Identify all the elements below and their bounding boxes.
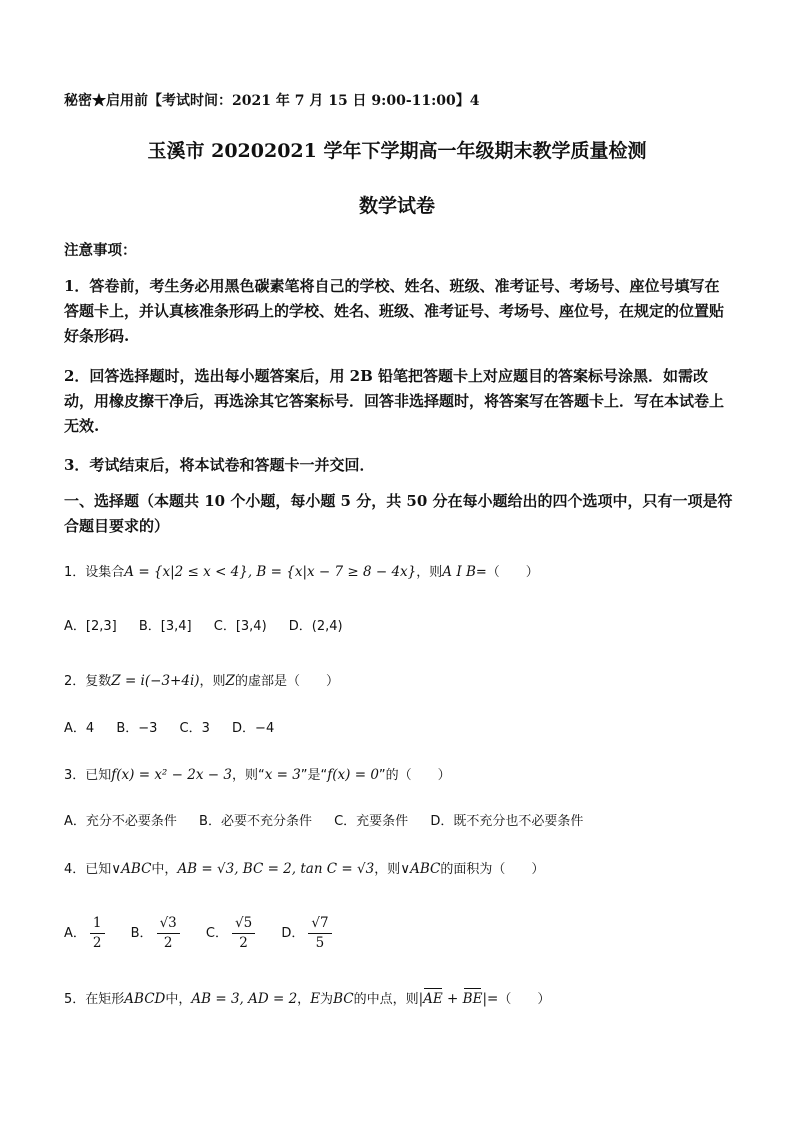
q4-mid2: ，则 bbox=[374, 862, 401, 877]
question-1 bbox=[64, 562, 744, 583]
question-4-options bbox=[64, 912, 744, 956]
q3-option-a: A．充分不必要条件 bbox=[64, 814, 177, 829]
q2-option-b: B．−3 bbox=[116, 721, 158, 736]
q3-math: f(x) = x² − 2x − 3 bbox=[111, 767, 232, 783]
q2-math2: Z bbox=[225, 673, 235, 689]
q4-option-a-label: A． bbox=[64, 926, 86, 941]
q1-option-d: D．(2,4) bbox=[288, 619, 343, 634]
q5-mid2: ， bbox=[297, 992, 311, 1007]
q5-vector-be: BE bbox=[462, 991, 483, 1007]
q5-math: ABCD bbox=[124, 991, 166, 1007]
q1-prefix: 1．设集合 bbox=[64, 565, 125, 580]
section-heading: 一、选择题（本题共 10 个小题，每小题 5 分，共 50 分在每小题给出的四个选项中，只有一项是符合题目要求的） bbox=[64, 492, 733, 535]
q4-mid: 中， bbox=[151, 862, 178, 877]
q4-math2: AB = √3, BC = 2, tan C = √3 bbox=[177, 861, 375, 877]
q2-prefix: 2．复数 bbox=[64, 674, 112, 689]
question-3 bbox=[64, 765, 744, 786]
q5-vector-ae: AE bbox=[423, 991, 443, 1007]
question-1-options bbox=[64, 617, 744, 637]
question-2-options bbox=[64, 719, 744, 739]
q4-option-d-label: D． bbox=[281, 926, 305, 941]
q4-option-c-den: 2 bbox=[239, 935, 248, 951]
q5-prefix: 5．在矩形 bbox=[64, 992, 125, 1007]
q1-option-b: B．[3,4] bbox=[138, 619, 192, 634]
q2-option-c: C．3 bbox=[179, 721, 210, 736]
q4-option-a-fraction bbox=[90, 914, 105, 953]
q5-plus: + bbox=[442, 991, 463, 1007]
q2-option-d: D．−4 bbox=[232, 721, 275, 736]
q3-prefix: 3．已知 bbox=[64, 768, 112, 783]
q3-option-d: D．既不充分也不必要条件 bbox=[430, 814, 584, 829]
q3-math3: f(x) = 0 bbox=[327, 767, 379, 783]
q4-suffix: 的面积为（ ） bbox=[440, 862, 545, 877]
q5-math4: BC bbox=[333, 991, 354, 1007]
q4-option-a-num: 1 bbox=[90, 914, 105, 934]
notice-item-3: 3．考试结束后，将本试卷和答题卡一并交回． bbox=[64, 456, 375, 474]
q4-option-c-fraction bbox=[232, 914, 255, 953]
q4-math: ∨ABC bbox=[111, 861, 152, 877]
q5-math2: AB = 3, AD = 2 bbox=[191, 991, 298, 1007]
q3-math2: x = 3 bbox=[264, 767, 301, 783]
q4-option-b-label: B． bbox=[130, 926, 153, 941]
question-2 bbox=[64, 671, 744, 692]
q1-option-a: A．[2,3] bbox=[64, 619, 117, 634]
q5-math3: E bbox=[310, 991, 321, 1007]
q3-mid: ，则“ bbox=[231, 768, 265, 783]
exam-secret-line: 秘密★启用前【考试时间：2021 年 7 月 15 日 9:00-11:00】4 bbox=[64, 93, 480, 109]
q4-option-c-label: C． bbox=[205, 926, 228, 941]
q5-mid3: 为 bbox=[320, 992, 334, 1007]
q5-mid: 中， bbox=[165, 992, 192, 1007]
q2-suffix: 的虚部是（ ） bbox=[234, 674, 339, 689]
q4-option-d-fraction bbox=[308, 914, 331, 953]
q2-math: Z = i(−3+4i) bbox=[111, 673, 200, 689]
q5-suffix: （ ） bbox=[498, 992, 551, 1007]
question-5 bbox=[64, 989, 744, 1010]
q4-option-c-num: √5 bbox=[232, 914, 255, 934]
q4-option-b-fraction bbox=[157, 914, 180, 953]
q1-option-c: C．[3,4) bbox=[213, 619, 267, 634]
q4-option-a-den: 2 bbox=[92, 935, 102, 951]
q3-suffix: ”的（ ） bbox=[378, 768, 451, 783]
q4-option-b-num: √3 bbox=[157, 914, 180, 934]
notice-item-2: 2．回答选择题时，选出每小题答案后，用 2B 铅笔把答题卡上对应题目的答案标号涂黑．如需改动，用橡皮擦干净后，再选涂其它答案标号．回答非选择题时，将答案写在答题卡上．写在本试卷上无效. bbox=[64, 367, 725, 435]
question-3-options bbox=[64, 812, 744, 832]
q1-math: A = {x|2 ≤ x < 4}, B = {x|x − 7 ≥ 8 − 4x} bbox=[124, 564, 417, 580]
notice-heading: 注意事项： bbox=[64, 242, 137, 259]
exam-subtitle: 数学试卷 bbox=[358, 195, 435, 217]
q1-suffix: =（ ） bbox=[475, 565, 539, 580]
question-4 bbox=[64, 859, 744, 880]
q5-abs-close: |= bbox=[482, 991, 499, 1007]
q1-mid: ，则 bbox=[416, 565, 443, 580]
q3-mid2: ”是“ bbox=[300, 768, 328, 783]
q2-mid: ，则 bbox=[199, 674, 226, 689]
q1-math2: A I B bbox=[442, 564, 476, 580]
q4-option-d-num: √7 bbox=[308, 914, 331, 934]
q4-prefix: 4．已知 bbox=[64, 862, 112, 877]
q4-math3: ∨ABC bbox=[400, 861, 441, 877]
notice-item-1: 1．答卷前，考生务必用黑色碳素笔将自己的学校、姓名、班级、准考证号、考场号、座位号填写在答题卡上，并认真核准条形码上的学校、姓名、班级、准考证号、考场号、座位号，在规定的位置贴好条形码. bbox=[64, 277, 725, 345]
q3-option-c: C．充要条件 bbox=[334, 814, 409, 829]
q5-abs-open: | bbox=[418, 991, 424, 1007]
q2-option-a: A．4 bbox=[64, 721, 95, 736]
exam-title: 玉溪市 20202021 学年下学期高一年级期末教学质量检测 bbox=[147, 140, 647, 162]
q5-mid4: 的中点，则 bbox=[353, 992, 419, 1007]
q3-option-b: B．必要不充分条件 bbox=[199, 814, 312, 829]
q4-option-b-den: 2 bbox=[163, 935, 173, 951]
q4-option-d-den: 5 bbox=[315, 935, 325, 951]
